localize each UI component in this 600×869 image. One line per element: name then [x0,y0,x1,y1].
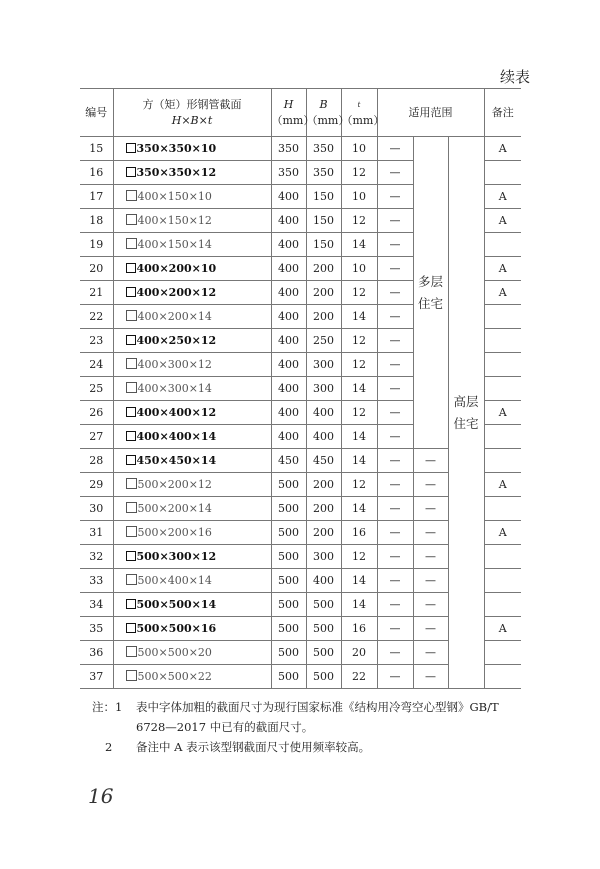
note-1-lead [92,697,136,737]
cell-scope-1: — [377,593,413,617]
tube-section-icon [126,455,136,465]
cell-scope-2: — [413,665,448,689]
cell-section [113,641,271,665]
cell-remark [484,425,521,449]
tube-section-icon [126,358,137,369]
cell-section [113,425,271,449]
cell-h: 400 [271,305,306,329]
cell-scope-2: — [413,521,448,545]
cell-section [113,329,271,353]
cell-t: 12 [341,401,377,425]
tube-section-icon [126,431,136,441]
cell-no: 28 [80,449,113,473]
cell-scope-1: — [377,281,413,305]
cell-h: 400 [271,257,306,281]
cell-no: 31 [80,521,113,545]
cell-scope-2: — [413,449,448,473]
cell-section-text: 400×200×10 [136,262,217,275]
tube-section-icon [126,167,136,177]
cell-no: 37 [80,665,113,689]
cell-section [113,137,271,161]
cell-h: 450 [271,449,306,473]
cell-t: 16 [341,521,377,545]
cell-b: 400 [306,425,341,449]
cell-t: 10 [341,257,377,281]
cell-scope-1: — [377,257,413,281]
header-remark: 备注 [484,89,521,137]
cell-b: 200 [306,497,341,521]
cell-section-text: 500×500×22 [137,670,212,683]
cell-scope-2: — [413,569,448,593]
tube-section-icon [126,263,136,273]
cell-scope-1: — [377,353,413,377]
header-h-label: H [283,97,294,111]
cell-no: 22 [80,305,113,329]
cell-no: 36 [80,641,113,665]
cell-section-text: 400×300×14 [137,382,212,395]
cell-scope-1: — [377,137,413,161]
cell-b: 350 [306,137,341,161]
cell-no: 27 [80,425,113,449]
cell-b: 300 [306,545,341,569]
cell-remark: A [484,257,521,281]
cell-section-text: 500×500×14 [136,598,217,611]
cell-h: 500 [271,569,306,593]
cell-h: 500 [271,497,306,521]
header-b-unit: （mm） [306,113,350,127]
cell-no: 32 [80,545,113,569]
tube-section-icon [126,310,137,321]
cell-scope-1: — [377,305,413,329]
scope-multi-storey-line2: 住宅 [417,295,443,311]
cell-scope-1: — [377,617,413,641]
cell-h: 400 [271,329,306,353]
cell-no: 35 [80,617,113,641]
cell-h: 500 [271,521,306,545]
cell-remark [484,377,521,401]
tube-section-icon [126,478,137,489]
note-1-num: 1 [115,700,123,714]
tube-section-icon [126,646,137,657]
cell-section [113,665,271,689]
cell-t: 12 [341,281,377,305]
cell-b: 400 [306,401,341,425]
cell-section-text: 500×300×12 [136,550,217,563]
cell-t: 16 [341,617,377,641]
cell-no: 23 [80,329,113,353]
cell-h: 500 [271,473,306,497]
cell-scope-1: — [377,497,413,521]
cell-section [113,473,271,497]
cell-b: 200 [306,305,341,329]
cell-section-text: 400×250×12 [136,334,217,347]
cell-remark: A [484,281,521,305]
cell-section [113,305,271,329]
cell-section [113,545,271,569]
cell-section [113,185,271,209]
cell-b: 350 [306,161,341,185]
cell-t: 10 [341,137,377,161]
cell-section-text: 400×200×14 [137,310,212,323]
cell-section-text: 400×400×14 [136,430,217,443]
cell-section [113,497,271,521]
cell-t: 12 [341,473,377,497]
cell-section-text: 450×450×14 [136,454,217,467]
cell-section [113,617,271,641]
cell-section-text: 500×200×16 [137,526,212,539]
cell-b: 300 [306,377,341,401]
cell-scope-1: — [377,209,413,233]
cell-no: 33 [80,569,113,593]
cell-section [113,281,271,305]
tube-section-icon [126,190,137,201]
header-t-label: t [357,100,361,109]
tube-section-icon [126,502,137,513]
cell-h: 500 [271,641,306,665]
cell-h: 350 [271,137,306,161]
scope-high-rise [448,137,484,689]
cell-remark [484,641,521,665]
cell-b: 200 [306,257,341,281]
cell-t: 12 [341,545,377,569]
note-1-line1: 表中字体加粗的截面尺寸为现行国家标准《结构用冷弯空心型钢》GB/T [136,700,499,714]
cell-remark [484,329,521,353]
cell-remark [484,545,521,569]
cell-section-text: 400×300×12 [137,358,212,371]
cell-b: 200 [306,521,341,545]
cell-remark [484,233,521,257]
cell-h: 500 [271,665,306,689]
cell-section [113,377,271,401]
cell-remark [484,665,521,689]
cell-b: 300 [306,353,341,377]
cell-no: 18 [80,209,113,233]
tube-section-icon [126,526,137,537]
cell-scope-1: — [377,545,413,569]
cell-section-text: 500×200×14 [137,502,212,515]
cell-h: 500 [271,593,306,617]
cell-no: 16 [80,161,113,185]
cell-remark: A [484,617,521,641]
cell-remark: A [484,137,521,161]
cell-scope-1: — [377,665,413,689]
tube-section-icon [126,407,136,417]
cell-section [113,569,271,593]
cell-no: 29 [80,473,113,497]
scope-multi-storey-line1: 多层 [417,273,443,289]
header-b-label: B [319,97,328,111]
table-header-row [80,89,521,137]
cell-section-text: 400×150×12 [137,214,212,227]
cell-section-text: 350×350×12 [136,166,217,179]
note-2 [92,737,522,757]
cell-remark: A [484,473,521,497]
cell-t: 12 [341,209,377,233]
cell-no: 30 [80,497,113,521]
cell-h: 400 [271,281,306,305]
header-t [341,89,385,137]
cell-b: 450 [306,449,341,473]
cell-scope-1: — [377,233,413,257]
tube-section-icon [126,238,137,249]
scope-multi-storey [413,137,448,449]
cell-section-text: 400×200×12 [136,286,217,299]
cell-scope-1: — [377,401,413,425]
cell-scope-1: — [377,449,413,473]
notes [92,697,522,757]
cell-no: 25 [80,377,113,401]
cell-h: 400 [271,401,306,425]
cell-scope-2: — [413,473,448,497]
note-1-text [136,697,499,737]
cell-t: 12 [341,161,377,185]
note-1 [92,697,522,737]
cell-section [113,209,271,233]
cell-t: 10 [341,185,377,209]
note-2-text: 备注中 A 表示该型钢截面尺寸使用频率较高。 [136,740,371,754]
cell-section-text: 350×350×10 [136,142,217,155]
cell-remark [484,449,521,473]
cell-remark [484,353,521,377]
cell-section-text: 500×200×12 [137,478,212,491]
cell-section [113,233,271,257]
cell-t: 12 [341,353,377,377]
cell-h: 400 [271,425,306,449]
tube-section-icon [126,335,136,345]
cell-section [113,401,271,425]
cell-no: 21 [80,281,113,305]
cell-t: 14 [341,305,377,329]
cell-no: 17 [80,185,113,209]
tube-section-icon [126,143,136,153]
cell-remark [484,161,521,185]
cell-t: 20 [341,641,377,665]
header-section-line2: H×B×t [171,113,213,127]
cell-b: 150 [306,233,341,257]
cell-scope-1: — [377,569,413,593]
cell-b: 500 [306,665,341,689]
tube-section-icon [126,623,136,633]
cell-h: 400 [271,377,306,401]
cell-scope-1: — [377,425,413,449]
cell-section [113,449,271,473]
tube-section-icon [126,382,137,393]
cell-b: 500 [306,593,341,617]
header-h [271,89,315,137]
cell-b: 400 [306,569,341,593]
header-b [306,89,350,137]
tube-section-icon [126,551,136,561]
cell-scope-2: — [413,593,448,617]
cell-remark [484,569,521,593]
cell-t: 22 [341,665,377,689]
cell-remark: A [484,185,521,209]
tube-section-icon [126,214,137,225]
cell-no: 15 [80,137,113,161]
tube-section-icon [126,287,136,297]
header-t-unit: （mm） [341,113,385,127]
cell-scope-1: — [377,473,413,497]
cell-t: 14 [341,569,377,593]
cell-section-text: 400×400×12 [136,406,217,419]
cell-no: 20 [80,257,113,281]
cell-scope-2: — [413,617,448,641]
note-prefix: 注： [92,700,115,714]
page-number: 16 [88,784,114,808]
cell-h: 400 [271,233,306,257]
cell-remark: A [484,401,521,425]
cell-h: 500 [271,617,306,641]
cell-t: 12 [341,329,377,353]
cell-t: 14 [341,377,377,401]
cell-section [113,353,271,377]
cell-b: 200 [306,473,341,497]
tube-section-icon [126,670,137,681]
cell-scope-1: — [377,521,413,545]
tube-section-icon [126,574,137,585]
cell-scope-1: — [377,185,413,209]
cell-b: 500 [306,641,341,665]
cell-b: 250 [306,329,341,353]
scope-high-rise-line2: 住宅 [453,415,479,431]
table-row [80,137,521,161]
cell-h: 400 [271,353,306,377]
cell-no: 24 [80,353,113,377]
cell-no: 26 [80,401,113,425]
header-scope: 适用范围 [377,89,484,137]
cell-remark [484,593,521,617]
cell-scope-1: — [377,161,413,185]
cell-section [113,161,271,185]
cell-scope-2: — [413,497,448,521]
note-2-num: 2 [105,740,113,754]
header-section-line1: 方（矩）形钢管截面 [142,97,242,111]
note-1-line2: 6728—2017 中已有的截面尺寸。 [136,720,314,734]
cell-section [113,521,271,545]
table-body [80,137,521,689]
tube-section-icon [126,599,136,609]
header-h-unit: （mm） [271,113,315,127]
cell-section-text: 500×500×16 [136,622,217,635]
cell-h: 350 [271,161,306,185]
cell-t: 14 [341,449,377,473]
cell-section [113,257,271,281]
cell-b: 150 [306,209,341,233]
cell-scope-1: — [377,329,413,353]
cell-no: 19 [80,233,113,257]
cell-b: 500 [306,617,341,641]
cell-t: 14 [341,425,377,449]
cell-section-text: 400×150×10 [137,190,212,203]
cell-t: 14 [341,233,377,257]
cell-remark: A [484,209,521,233]
header-section [113,89,271,137]
cell-section-text: 500×500×20 [137,646,212,659]
cell-b: 200 [306,281,341,305]
cell-section [113,593,271,617]
scope-high-rise-line1: 高层 [453,393,479,409]
continued-label: 续表 [499,68,530,86]
cell-section-text: 400×150×14 [137,238,212,251]
cell-scope-2: — [413,641,448,665]
cell-no: 34 [80,593,113,617]
cell-scope-1: — [377,641,413,665]
cell-scope-2: — [413,545,448,569]
cell-t: 14 [341,497,377,521]
cell-remark [484,305,521,329]
cell-t: 14 [341,593,377,617]
cell-remark [484,497,521,521]
cell-remark: A [484,521,521,545]
cell-h: 400 [271,185,306,209]
header-no: 编号 [80,89,113,137]
cell-h: 400 [271,209,306,233]
cell-h: 500 [271,545,306,569]
steel-section-table [80,88,521,689]
cell-scope-1: — [377,377,413,401]
cell-section-text: 500×400×14 [137,574,212,587]
cell-b: 150 [306,185,341,209]
